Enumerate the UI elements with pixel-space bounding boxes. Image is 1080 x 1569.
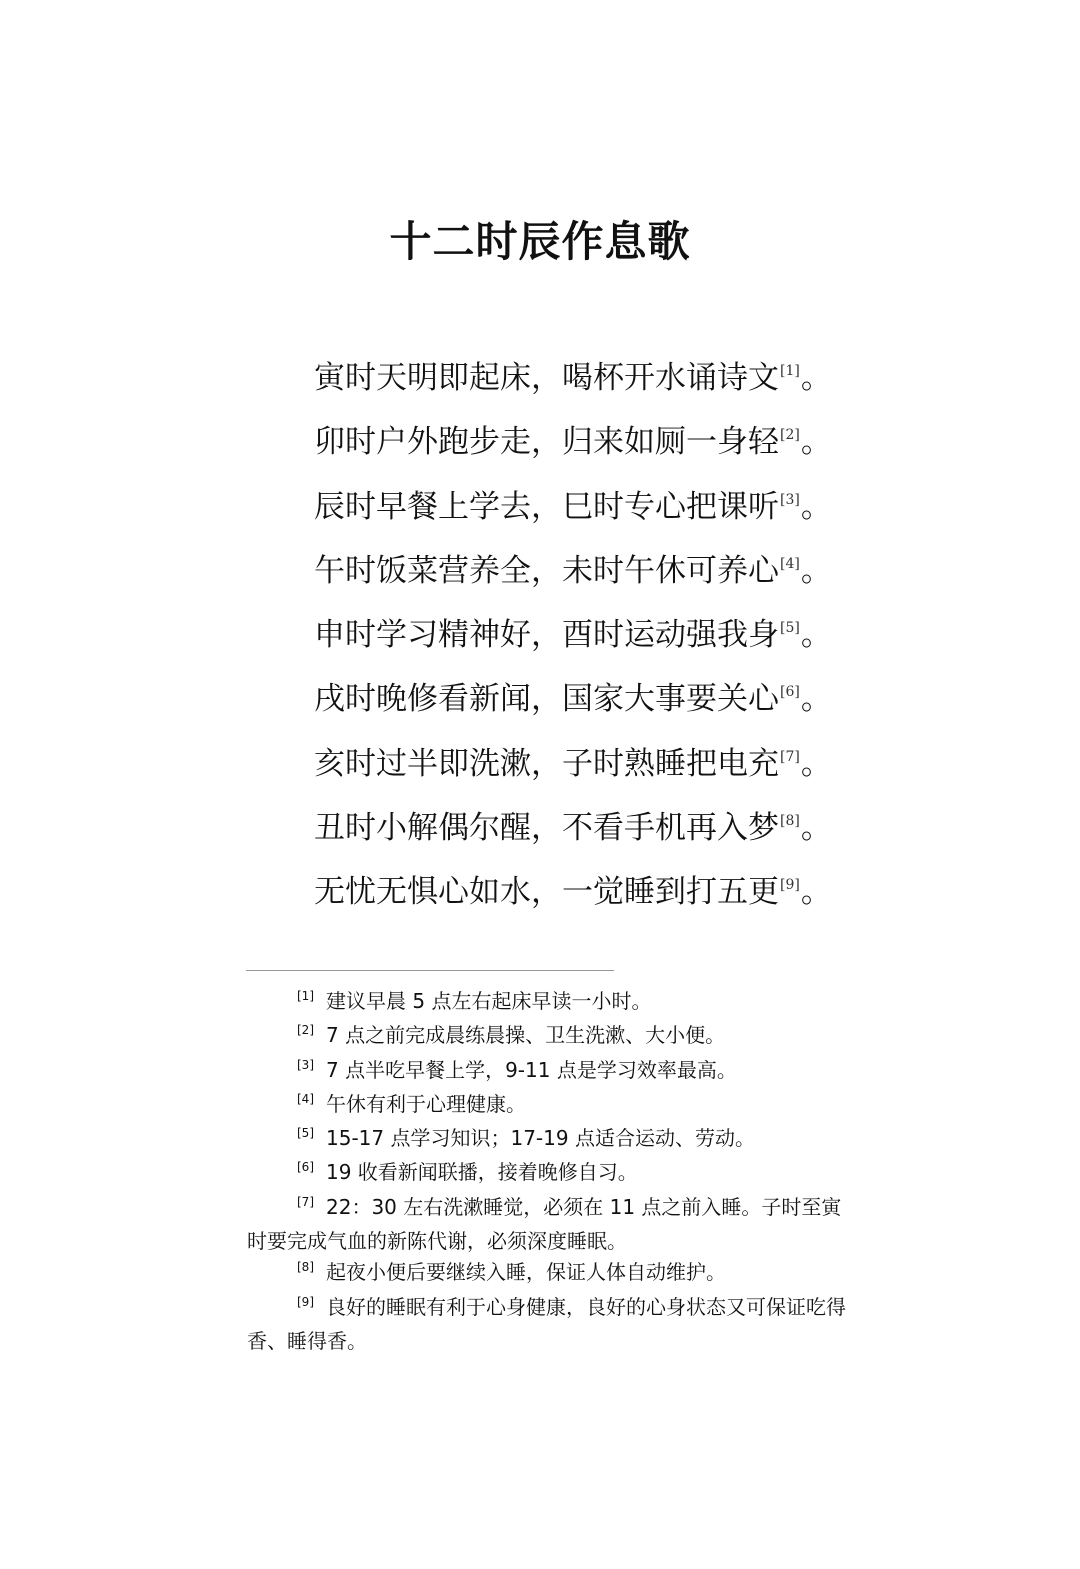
- footnote-divider: [246, 970, 614, 971]
- footnote-text: 建议早晨 5 点左右起床早读一小时。: [326, 989, 652, 1013]
- poem-line-text: 午时饭菜营养全，未时午休可养心: [314, 552, 779, 589]
- footnote-mark: [3]: [297, 1057, 314, 1072]
- poem-line-end: 。: [800, 360, 832, 396]
- footnote-text: 午休有利于心理健康。: [326, 1091, 526, 1116]
- poem-line-text: 申时学习精神好，酉时运动强我身: [314, 617, 779, 654]
- footnote-ref[interactable]: [7]: [780, 748, 800, 765]
- poem-line: [314, 410, 874, 474]
- footnote-text: 良好的睡眠有利于心身健康，良好的心身状态又可保证吃得香、睡得香。: [247, 1294, 846, 1353]
- footnote-text: 19 收看新闻联播，接着晚修自习。: [326, 1160, 638, 1185]
- footnote-ref[interactable]: [4]: [780, 555, 800, 572]
- footnote-mark: [7]: [297, 1194, 314, 1209]
- poem-line: [314, 475, 874, 539]
- footnote-item: [247, 1157, 847, 1191]
- footnote-item: [247, 1089, 847, 1123]
- footnote-item: [247, 1192, 847, 1258]
- footnote-mark: [2]: [297, 1023, 314, 1038]
- footnote-text: 7 点半吃早餐上学，9-11 点是学习效率最高。: [326, 1057, 737, 1082]
- footnote-text: 起夜小便后要继续入睡，保证人体自动维护。: [326, 1260, 726, 1285]
- footnote-item: [247, 1123, 847, 1157]
- footnote-mark: [9]: [297, 1294, 314, 1309]
- poem-line-text: 寅时天明即起床，喝杯开水诵诗文: [314, 360, 779, 396]
- poem-line-end: 。: [800, 681, 832, 718]
- footnote-ref[interactable]: [5]: [780, 620, 800, 637]
- footnote-item: [247, 1055, 847, 1089]
- poem-line-end: 。: [800, 617, 832, 654]
- footnote-mark: [8]: [297, 1260, 314, 1275]
- poem-line: [314, 346, 874, 410]
- footnote-mark: [1]: [297, 989, 314, 1003]
- poem-line-text: 亥时过半即洗漱，子时熟睡把电充: [314, 745, 779, 782]
- footnote-ref[interactable]: [3]: [780, 491, 800, 508]
- poem-line-end: 。: [800, 552, 832, 589]
- footnote-item: [247, 986, 847, 1020]
- poem: [314, 346, 874, 925]
- footnote-mark: [4]: [297, 1091, 314, 1106]
- poem-line: [314, 860, 874, 924]
- footnotes: [247, 986, 847, 1357]
- footnote-item: [247, 1292, 847, 1358]
- poem-line: [314, 603, 874, 667]
- poem-line-text: 戌时晚修看新闻，国家大事要关心: [314, 681, 779, 718]
- poem-line-end: 。: [800, 874, 832, 911]
- footnote-text: 7 点之前完成晨练晨操、卫生洗漱、大小便。: [326, 1023, 726, 1048]
- poem-line-text: 无忧无惧心如水，一觉睡到打五更: [314, 874, 779, 911]
- poem-line-text: 辰时早餐上学去，巳时专心把课听: [314, 488, 779, 525]
- footnote-item: [247, 1257, 847, 1291]
- footnote-mark: [6]: [297, 1160, 314, 1175]
- footnote-ref[interactable]: [2]: [780, 427, 800, 444]
- footnote-ref[interactable]: [8]: [780, 813, 800, 830]
- poem-line-end: 。: [800, 745, 832, 782]
- footnote-text: 22：30 左右洗漱睡觉，必须在 11 点之前入睡。子时至寅时要完成气血的新陈代谢，必须深度睡眠。: [247, 1194, 842, 1254]
- footnote-ref[interactable]: [6]: [780, 684, 800, 701]
- poem-line: [314, 796, 874, 860]
- poem-line-end: 。: [800, 488, 832, 525]
- footnote-text: 15-17 点学习知识；17-19 点适合运动、劳动。: [326, 1126, 755, 1151]
- poem-line-end: 。: [800, 424, 832, 461]
- footnote-item: [247, 1020, 847, 1054]
- poem-line-end: 。: [800, 810, 832, 847]
- footnote-ref[interactable]: [9]: [780, 877, 800, 894]
- page-title: 十二时辰作息歌: [389, 217, 691, 266]
- poem-line: [314, 539, 874, 603]
- poem-line-text: 丑时小解偶尔醒，不看手机再入梦: [314, 810, 779, 847]
- poem-line: [314, 732, 874, 796]
- footnote-ref[interactable]: [1]: [780, 363, 800, 379]
- poem-line: [314, 667, 874, 731]
- footnote-mark: [5]: [297, 1126, 314, 1141]
- poem-line-text: 卯时户外跑步走，归来如厕一身轻: [314, 424, 779, 461]
